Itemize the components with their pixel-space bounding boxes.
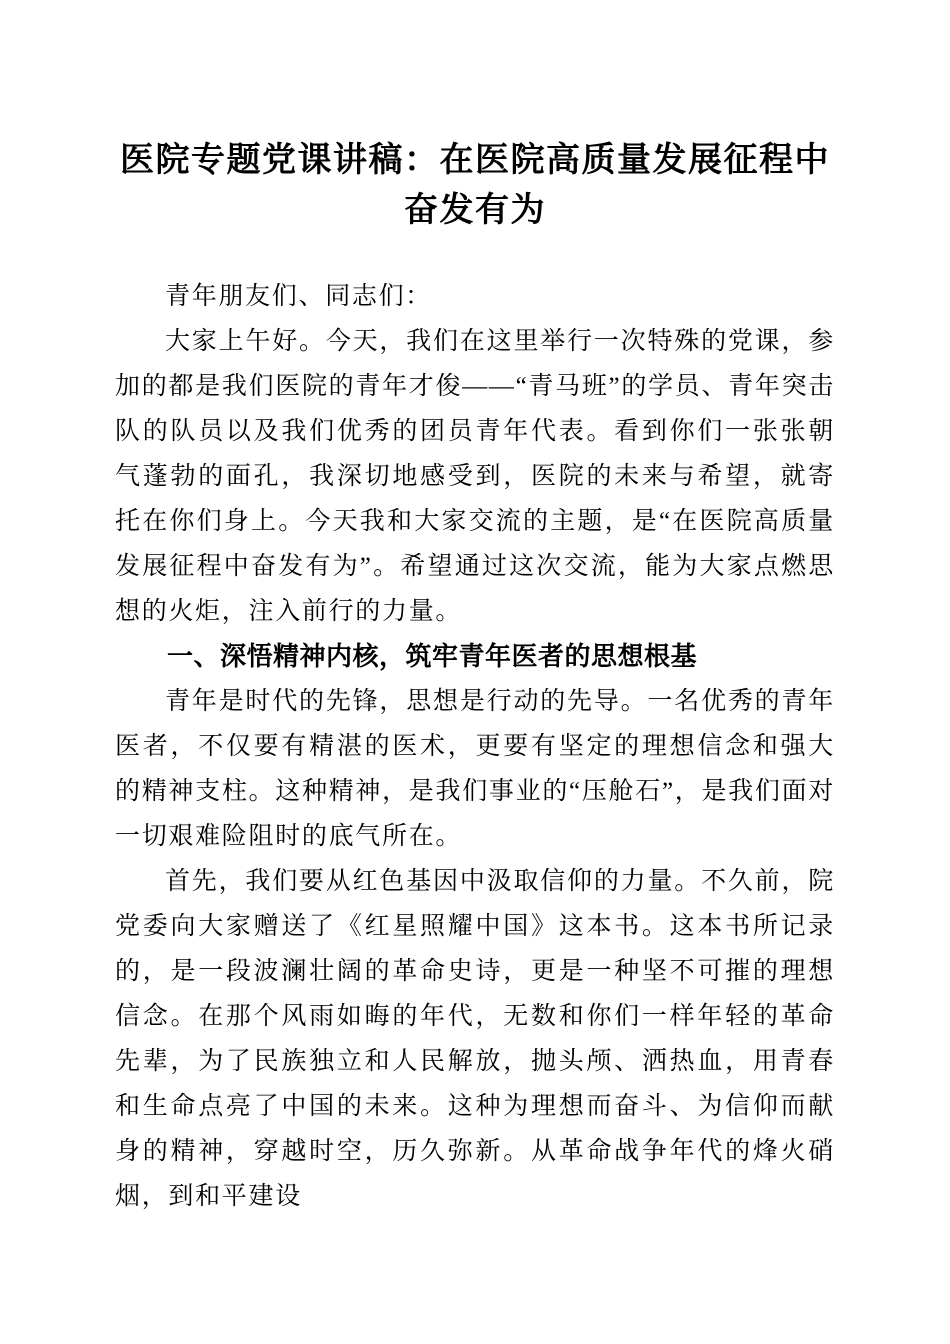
- section-heading-1: 一、深悟精神内核，筑牢青年医者的思想根基: [167, 641, 698, 671]
- salutation-paragraph: 青年朋友们、同志们：: [165, 283, 433, 310]
- document-title: 医院专题党课讲稿：在医院高质量发展征程中奋发有为: [120, 142, 830, 229]
- intro-paragraph: 大家上午好。今天，我们在这里举行一次特殊的党课，参加的都是我们医院的青年才俊——“青马班”的学员、青年突击队的队员以及我们优秀的团员青年代表。看到你们一张张朝气蓬勃的面孔，我深切地感受到，医院的未来与希望，就寄托在你们身上。今天我和大家交流的主题，是“在医院高质量发展征程中奋发有为”。希望通过这次交流，能为大家点燃思想的火炬，注入前行的力量。: [115, 328, 835, 625]
- body-paragraph: 首先，我们要从红色基因中汲取信仰的力量。不久前，院党委向大家赠送了《红星照耀中国》这本书。这本书所记录的，是一段波澜壮阔的革命史诗，更是一种坚不可摧的理想信念。在那个风雨如晦的年代，无数和你们一样年轻的革命先辈，为了民族独立和人民解放，抛头颅、洒热血，用青春和生命点亮了中国的未来。这种为理想而奋斗、为信仰而献身的精神，穿越时空，历久弥新。从革命战争年代的烽火硝烟，到和平建设: [115, 868, 835, 1210]
- body-paragraph: 青年是时代的先锋，思想是行动的先导。一名优秀的青年医者，不仅要有精湛的医术，更要有坚定的理想信念和强大的精神支柱。这种精神，是我们事业的“压舱石”，是我们面对一切艰难险阻时的底气所在。: [115, 688, 835, 850]
- document-content: [115, 136, 835, 1219]
